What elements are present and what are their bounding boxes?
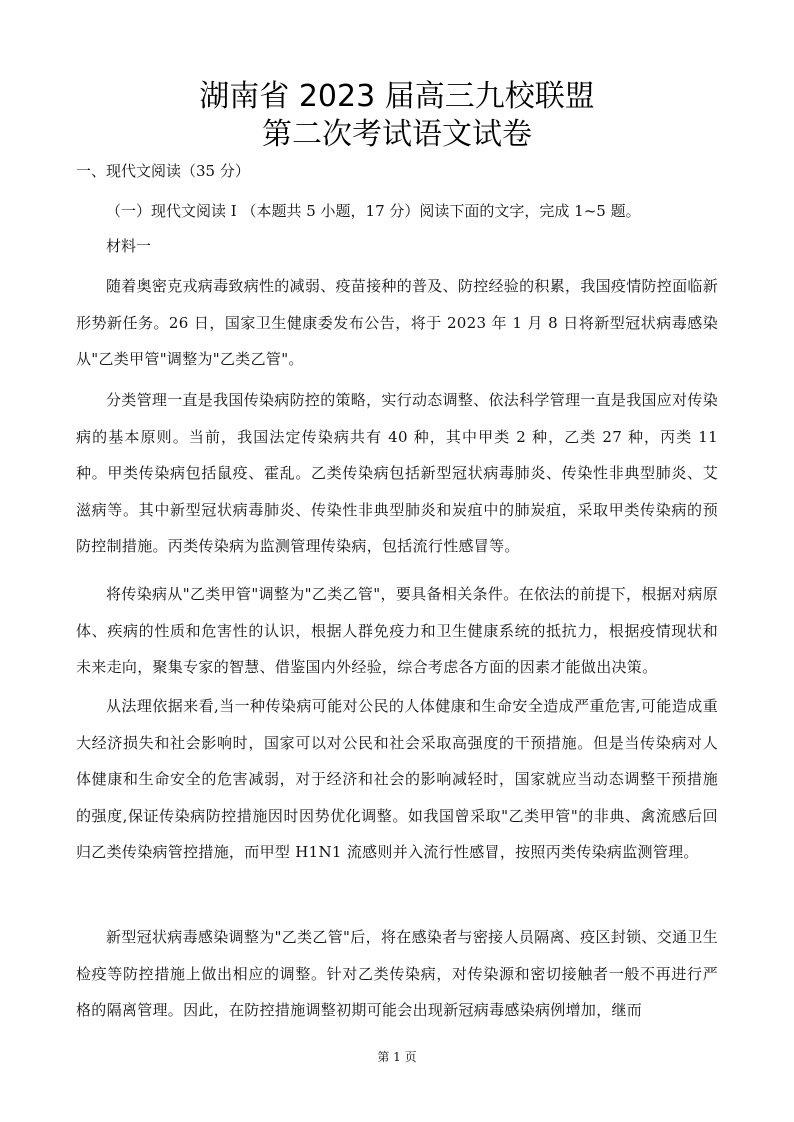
exam-title-line2: 第二次考试语文试卷 (262, 117, 532, 152)
exam-title-line1: 湖南省 2023 届高三九校联盟 (199, 79, 595, 114)
paragraph-3: 将传染病从"乙类甲管"调整为"乙类乙管"，要具备相关条件。在依法的前提下，根据对病原体、疾病的性质和危害性的认识，根据人群免疫力和卫生健康系统的抵抗力，根据疫情现状和未来走向，聚集专家的智慧、借鉴国内外经验，综合考虑各方面的因素才能做出决策。 (76, 585, 718, 676)
paragraph-5: 新型冠状病毒感染调整为"乙类乙管"后，将在感染者与密接人员隔离、疫区封锁、交通卫生检疫等防控措施上做出相应的调整。针对乙类传染病，对传染源和密切接触者一般不再进行严格的隔离管理。因此，在防控措施调整初期可能会出现新冠病毒感染病例增加，继而 (76, 928, 718, 1019)
paragraph-1: 随着奥密克戎病毒致病性的减弱、疫苗接种的普及、防控经验的积累，我国疫情防控面临新形势新任务。26 日，国家卫生健康委发布公告，将于 2023 年 1 月 8 日将新型冠状病毒感染从"乙类甲管"调整为"乙类乙管"。 (76, 277, 719, 368)
paragraph-4: 从法理依据来看,当一种传染病可能对公民的人体健康和生命安全造成严重危害,可能造成重大经济损失和社会影响时，国家可以对公民和社会采取高强度的干预措施。但是当传染病对人体健康和生命安全的危害减弱，对于经济和社会的影响减轻时，国家就应当动态调整干预措施的强度,保证传染病防控措施因时因势优化调整。如我国曾采取"乙类甲管"的非典、禽流感后回归乙类传染病管控措施，而甲型 H1N1 流感则并入流行性感冒，按照丙类传染病监测管理。 (76, 697, 718, 861)
material-label: 材料一 (106, 237, 152, 255)
section-heading: 一、现代文阅读（35 分） (76, 162, 250, 180)
paragraph-2: 分类管理一直是我国传染病防控的策略，实行动态调整、依法科学管理一直是我国应对传染病的基本原则。当前，我国法定传染病共有 40 种，其中甲类 2 种，乙类 27 种，丙类 11 种。甲类传染病包括鼠疫、霍乱。乙类传染病包括新型冠状病毒肺炎、传染性非典型肺炎、艾滋病等。其中新型冠状病毒肺炎、传染性非典型肺炎和炭疽中的肺炭疽，采取甲类传染病的预防控制措施。丙类传染病为监测管理传染病，包括流行性感冒等。 (76, 391, 719, 555)
page-number: 第 1 页 (377, 1050, 417, 1064)
subsection-heading: （一）现代文阅读 I （本题共 5 小题，17 分）阅读下面的文字，完成 1~5 题。 (106, 202, 641, 220)
